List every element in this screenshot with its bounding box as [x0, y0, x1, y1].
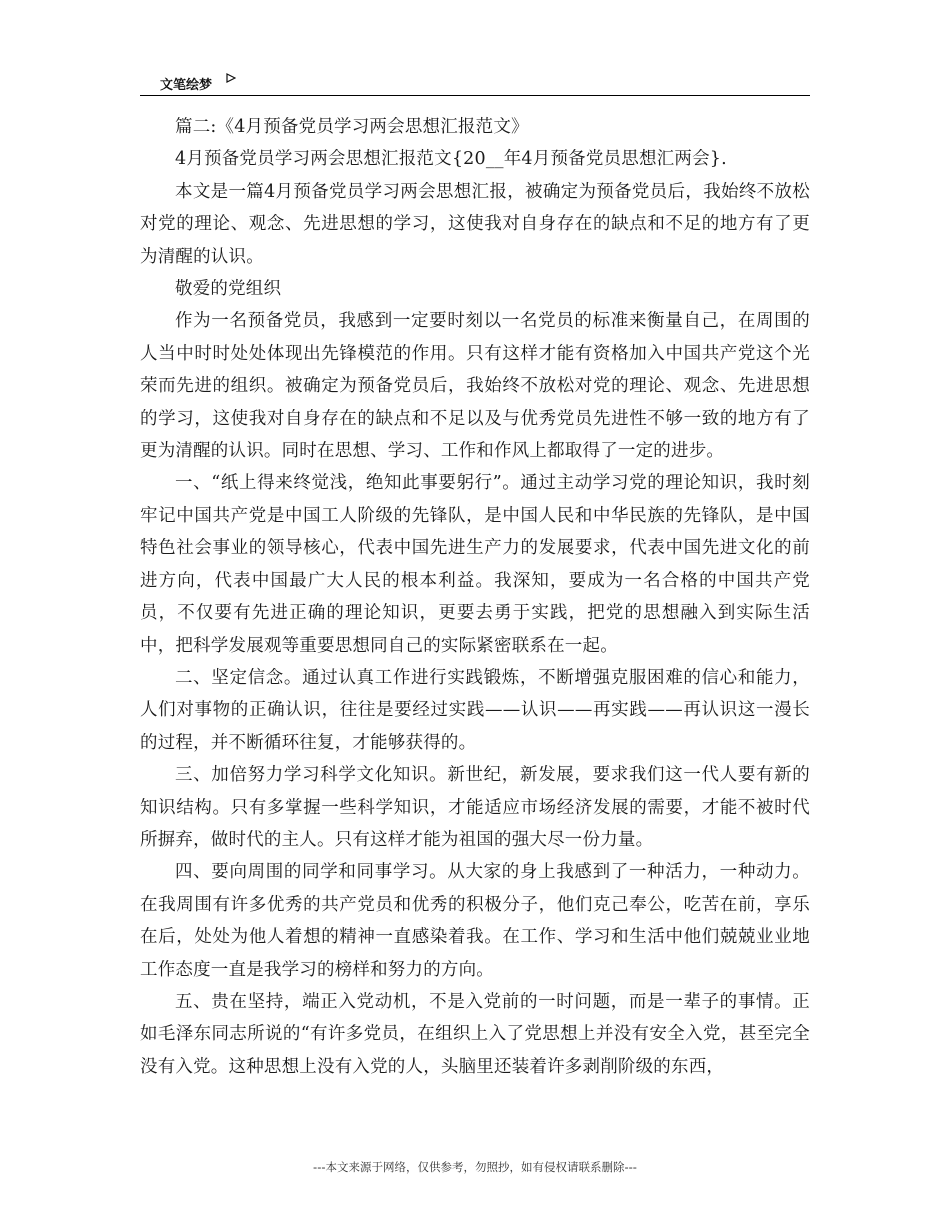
triangle-right-icon	[226, 73, 236, 83]
article-paragraph: 四、要向周围的同学和同事学习。从大家的身上我感到了一种活力，一种动力。在我周围有许多优秀的共产党员和优秀的积极分子，他们克己奉公，吃苦在前，享乐在后，处处为他人着想的精神一直感染着我。在工作、学习和生活中他们兢兢业业地工作态度一直是我学习的榜样和努力的方向。	[140, 862, 810, 980]
page-footer-disclaimer: ---本文来源于网络，仅供参考，勿照抄，如有侵权请联系删除---	[313, 1160, 637, 1174]
article-paragraph: 五、贵在坚持，端正入党动机，不是入党前的一时问题，而是一辈子的事情。正如毛泽东同志所说的“有许多党员，在组织上入了党思想上并没有安全入党，甚至完全没有入党。这种思想上没有入党的人，头脑里还装着许多剥削阶级的东西，	[140, 991, 810, 1077]
article-paragraph: 作为一名预备党员，我感到一定要时刻以一名党员的标准来衡量自己，在周围的人当中时时处处体现出先锋模范的作用。只有这样才能有资格加入中国共产党这个光荣而先进的组织。被确定为预备党员后，我始终不放松对党的理论、观念、先进思想的学习，这使我对自身存在的缺点和不足以及与优秀党员先进性不够一致的地方有了更为清醒的认识。同时在思想、学习、工作和作风上都取得了一定的进步。	[140, 311, 810, 462]
article-paragraph: 敬爱的党组织	[175, 279, 282, 300]
article-paragraph: 二、坚定信念。通过认真工作进行实践锻炼，不断增强克服困难的信心和能力，人们对事物的正确认识，往往是要经过实践——认识——再实践——再认识这一漫长的过程，并不断循环往复，才能够获得的。	[140, 667, 810, 753]
article-body	[140, 111, 810, 1083]
article-paragraph: 三、加倍努力学习科学文化知识。新世纪，新发展，要求我们这一代人要有新的知识结构。只有多掌握一些科学知识，才能适应市场经济发展的需要，才能不被时代所摒弃，做时代的主人。只有这样才能为祖国的强大尽一份力量。	[140, 765, 810, 850]
article-paragraph: 本文是一篇4月预备党员学习两会思想汇报，被确定为预备党员后，我始终不放松对党的理论、观念、先进思想的学习，这使我对自身存在的缺点和不足的地方有了更为清醒的认识。	[140, 181, 810, 267]
article-paragraph: 一、“纸上得来终觉浅，绝知此事要躬行”。通过主动学习党的理论知识，我时刻牢记中国共产党是中国工人阶级的先锋队，是中国人民和中华民族的先锋队，是中国特色社会事业的领导核心，代表中国先进生产力的发展要求，代表中国先进文化的前进方向，代表中国最广大人民的根本利益。我深知，要成为一名合格的中国共产党员，不仅要有先进正确的理论知识，更要去勇于实践，把党的思想融入到实际生活中，把科学发展观等重要思想同自己的实际紧密联系在一起。	[140, 473, 810, 656]
header-brand: 文笔绘梦	[160, 78, 213, 93]
article-paragraph: 篇二:《4月预备党员学习两会思想汇报范文》	[175, 117, 529, 137]
article-paragraph: 4月预备党员学习两会思想汇报范文{20__年4月预备党员思想汇两会}.	[175, 149, 727, 170]
page-header	[140, 70, 810, 96]
